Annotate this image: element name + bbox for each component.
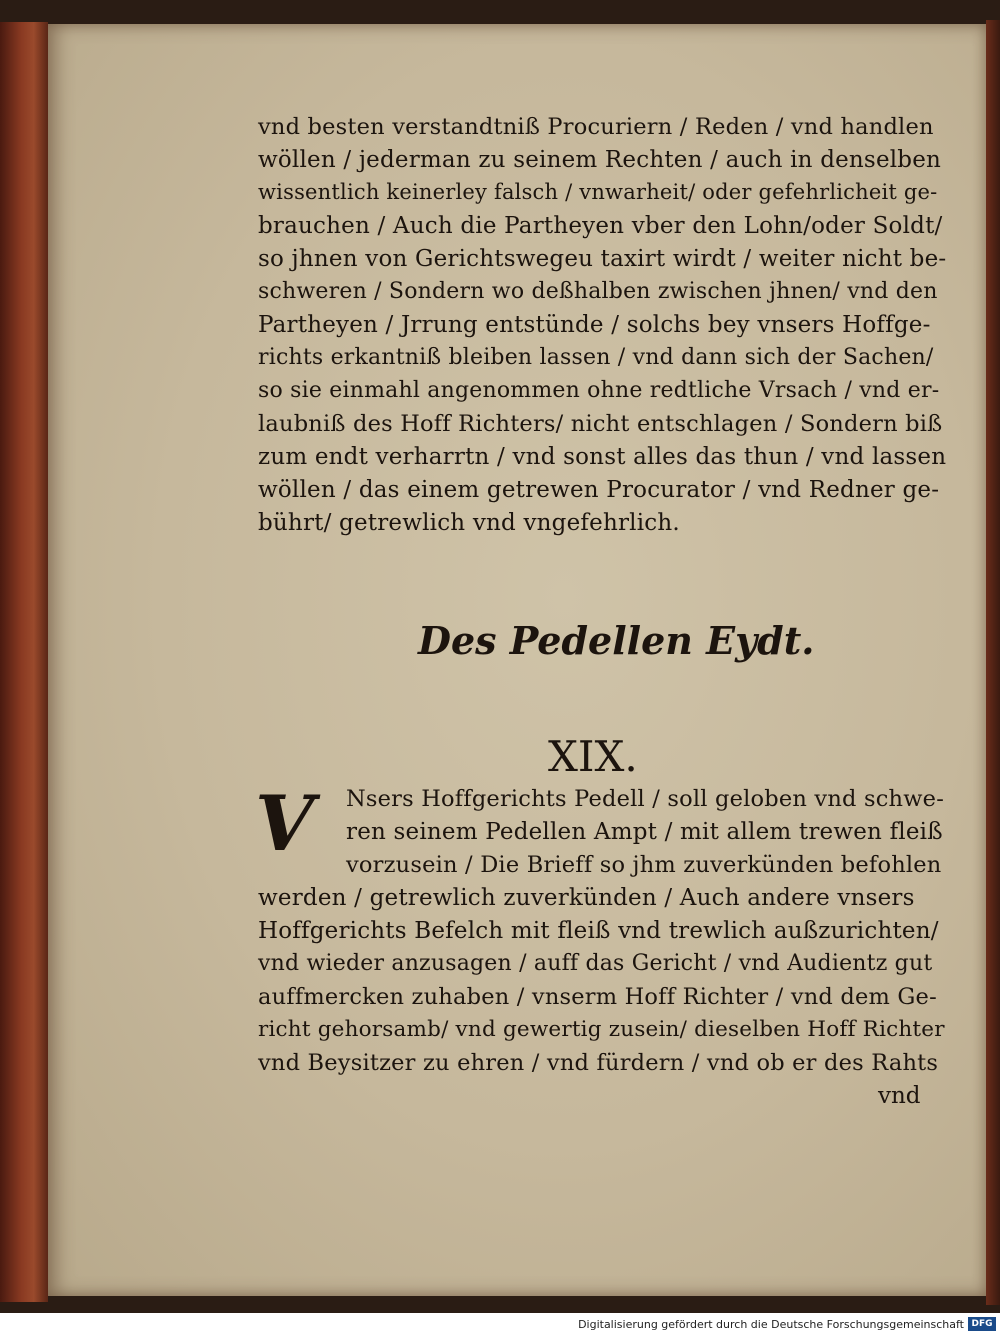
- text-line: wöllen / jederman zu seinem Rechten / auch in denselben: [258, 147, 942, 173]
- text-line: auffmercken zuhaben / vnserm Hoff Richter / vnd dem Ge-: [258, 984, 937, 1010]
- text-line: wissentlich keinerley falsch / vnwarheit/ oder gefehrlicheit ge-: [258, 180, 938, 204]
- text-line: Partheyen / Jrrung entstünde / solchs bey vnsers Hoffge-: [258, 312, 931, 338]
- section-numeral: XIX.: [548, 732, 638, 781]
- decorated-initial: V: [255, 779, 314, 868]
- text-line: wöllen / das einem getrewen Procurator / vnd Redner ge-: [258, 477, 940, 503]
- text-line: schweren / Sondern wo deßhalben zwischen jhnen/ vnd den: [258, 279, 938, 304]
- funding-notice: Digitalisierung gefördert durch die Deutsche Forschungsgemeinschaft: [578, 1318, 964, 1331]
- text-line: brauchen / Auch die Partheyen vber den Lohn/oder Soldt/: [258, 213, 943, 239]
- text-line: Nsers Hoffgerichts Pedell / soll geloben vnd schwe-: [346, 786, 945, 812]
- book-page: [48, 24, 986, 1296]
- text-line: richt gehorsamb/ vnd gewertig zusein/ dieselben Hoff Richter: [258, 1017, 945, 1042]
- text-line: so jhnen von Gerichtswegeu taxirt wirdt / weiter nicht be-: [258, 246, 947, 272]
- text-line: so sie einmahl angenommen ohne redtliche Vrsach / vnd er-: [258, 378, 940, 403]
- footer-bar: [0, 1313, 1000, 1337]
- text-line: Hoffgerichts Befelch mit fleiß vnd trewlich außzurichten/: [258, 918, 939, 944]
- book-binding-left: [0, 22, 48, 1302]
- text-line: zum endt verharrtn / vnd sonst alles das thun / vnd lassen: [258, 444, 947, 470]
- dfg-logo-icon: DFG: [968, 1317, 996, 1331]
- book-binding-right: [986, 20, 1000, 1305]
- text-line: vorzusein / Die Brieff so jhm zuverkünden befohlen: [346, 852, 942, 878]
- text-line: bührt/ getrewlich vnd vngefehrlich.: [258, 510, 680, 536]
- text-line: werden / getrewlich zuverkünden / Auch andere vnsers: [258, 885, 915, 911]
- section-heading: Des Pedellen Eydt.: [418, 618, 815, 663]
- text-line: vnd besten verstandtniß Procuriern / Reden / vnd handlen: [258, 114, 934, 140]
- text-line: vnd Beysitzer zu ehren / vnd fürdern / vnd ob er des Rahts: [258, 1050, 939, 1076]
- text-line: richts erkantniß bleiben lassen / vnd dann sich der Sachen/: [258, 345, 934, 370]
- text-line: laubniß des Hoff Richters/ nicht entschlagen / Sondern biß: [258, 411, 943, 437]
- text-line: ren seinem Pedellen Ampt / mit allem trewen fleiß: [346, 819, 943, 845]
- catchword: vnd: [878, 1083, 921, 1109]
- text-line: vnd wieder anzusagen / auff das Gericht / vnd Audientz gut: [258, 951, 933, 976]
